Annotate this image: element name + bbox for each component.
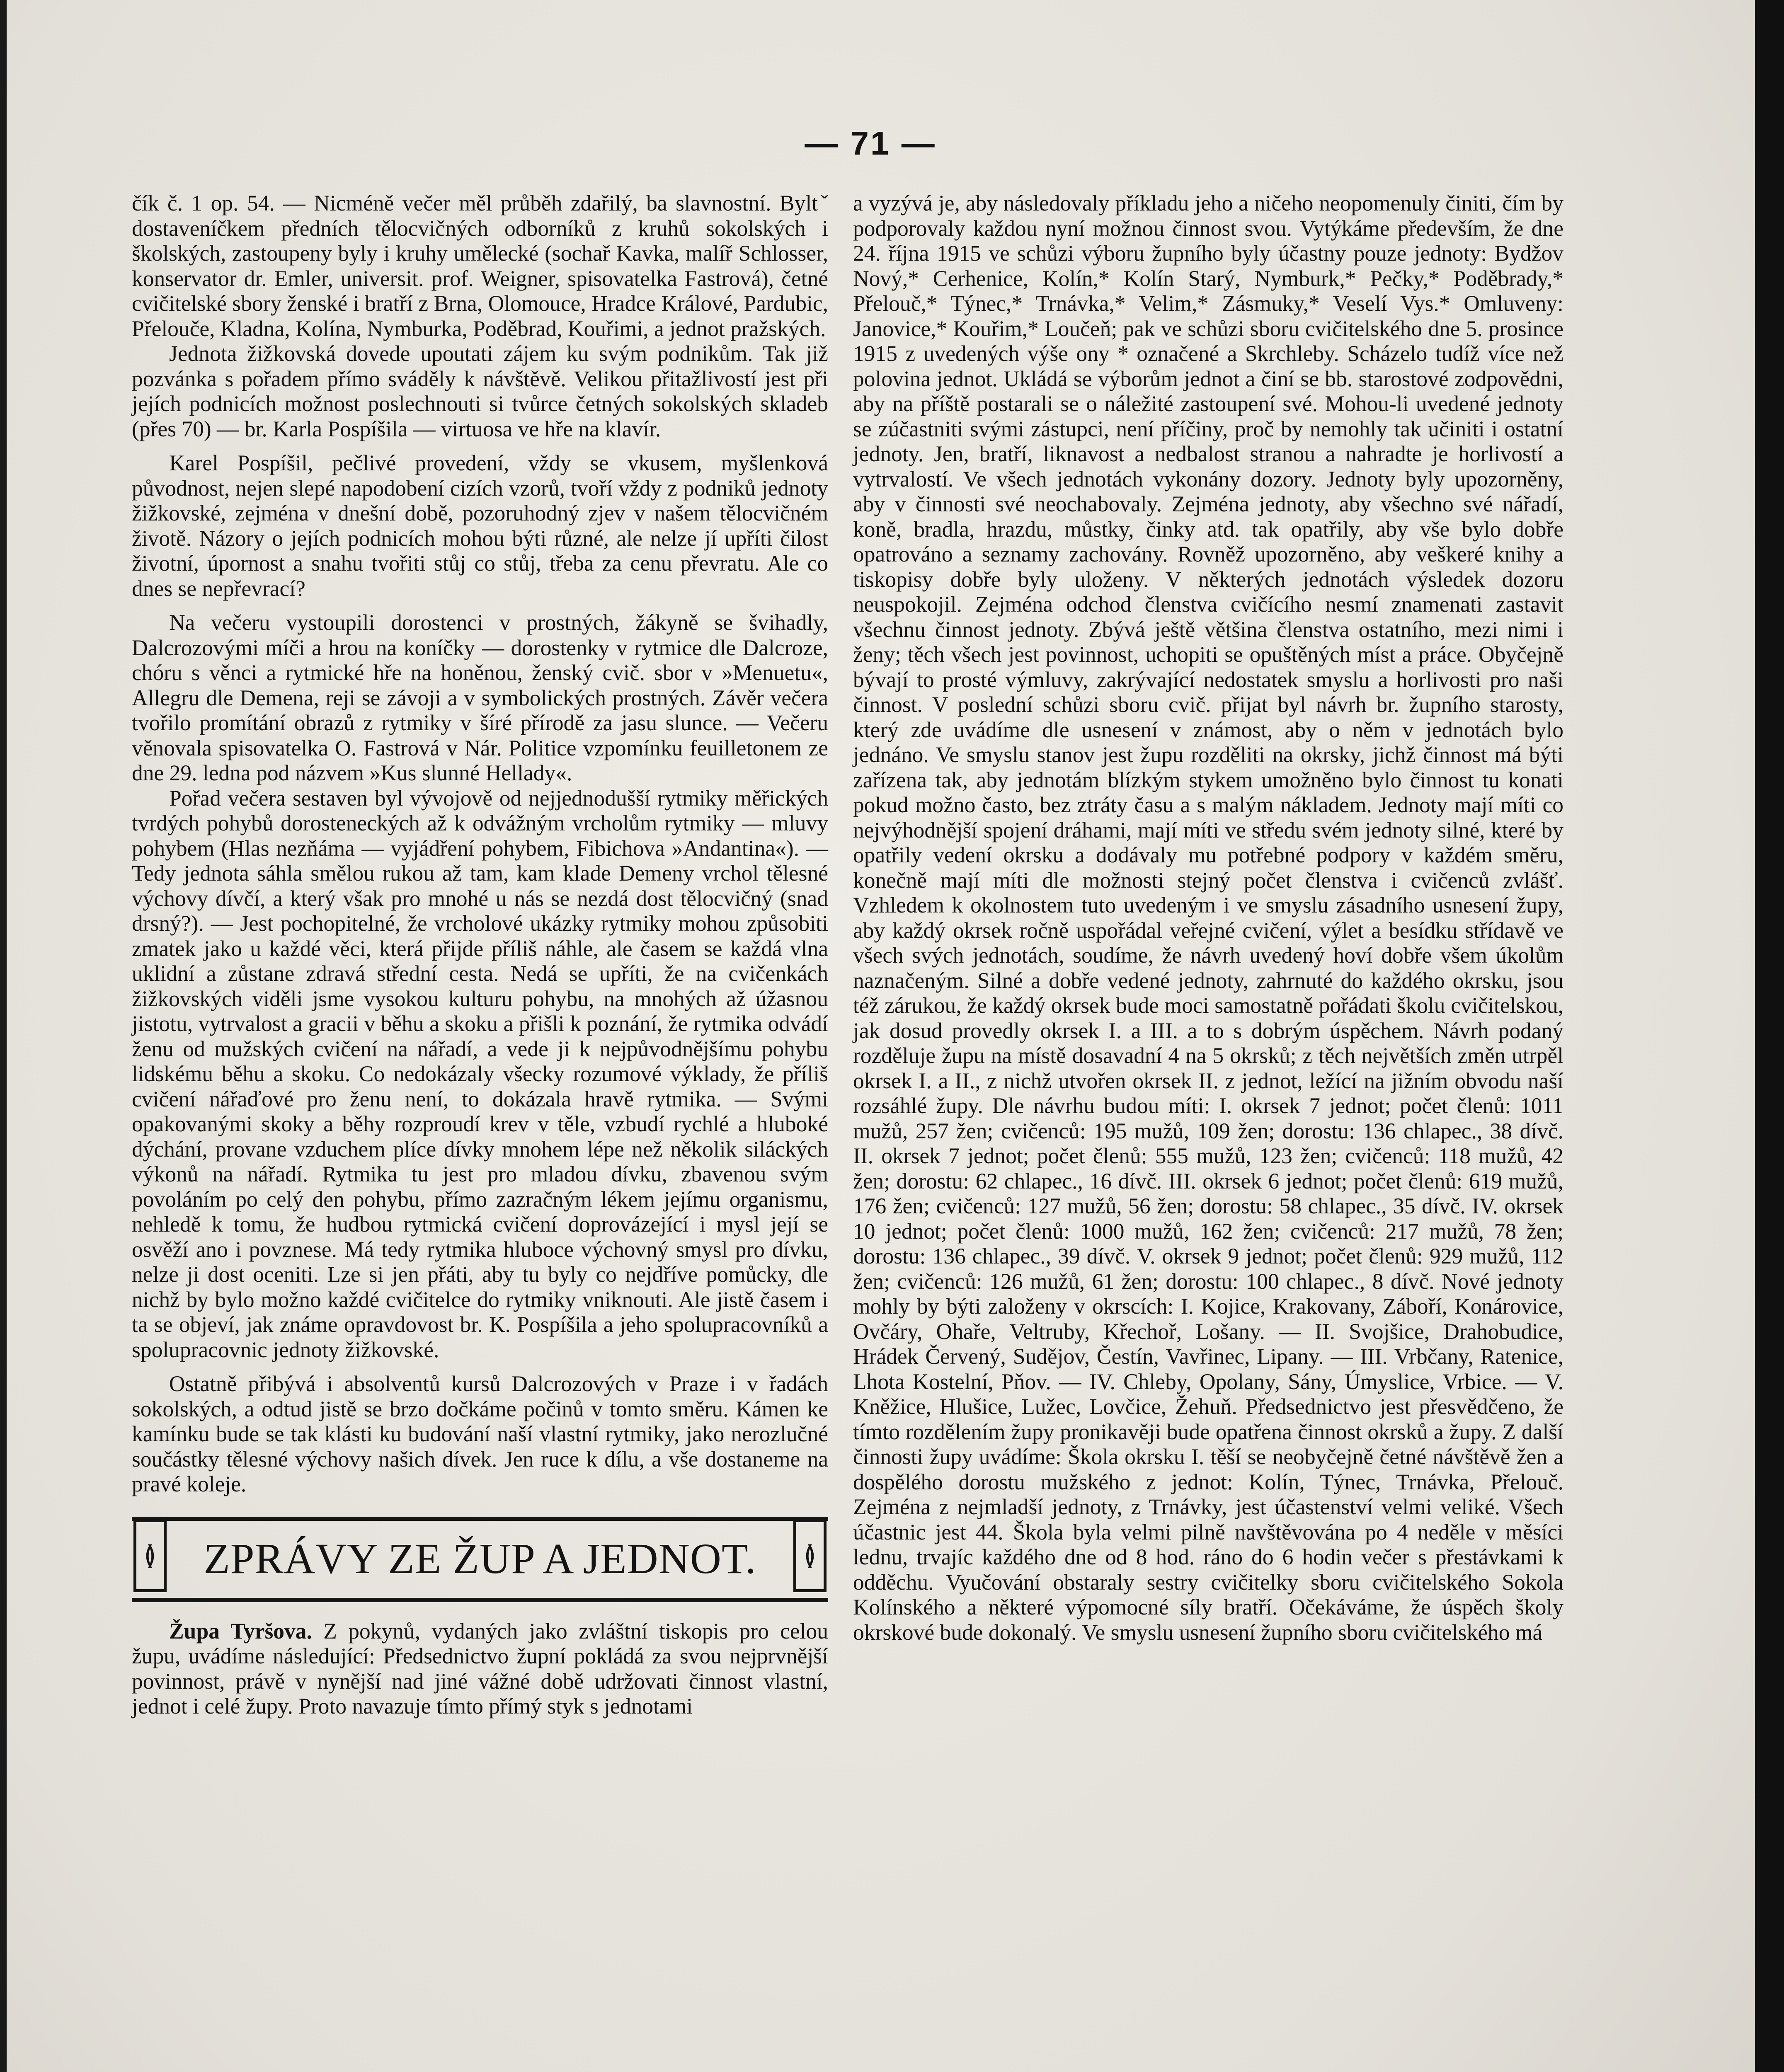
zupa-tyrsova-lead: Župa Tyršova.: [169, 1618, 312, 1644]
left-paragraph-7: [132, 1619, 828, 1719]
ornament-right-icon: ≬: [793, 1519, 827, 1592]
scan-edge-left: [0, 0, 7, 2072]
right-paragraph-1: a vyzývá je, aby následovaly příkladu jeho a ničeho neopomenuly činiti, čím by podporovaly každou nyní možnou činnost svou. Vytýkáme především, že dne 24. října 1915 ve schůzi výboru župního byly účastny pouze jednoty: Bydžov Nový,* Cerhenice, Kolín,* Kolín Starý, Nymburk,* Pečky,* Poděbrady,* Přelouč,* Týnec,* Trnávka,* Velim,* Zásmuky,* Veselí Vys.* Omluveny: Janovice,* Kouřim,* Loučeň; pak ve schůzi sboru cvičitelského dne 5. prosince 1915 z uvedených výše ony * označené a Skrchleby. Scházelo tudíž více než polovina jednot. Ukládá se výborům jednot a činí se bb. starostové zodpovědni, aby na příště postarali se o náležité zastoupení své. Mohou-li uvedené jednoty se zúčastniti svými zástupci, není příčiny, proč by nemohly tak učiniti i ostatní jednoty. Jen, bratří, liknavost a nedbalost stranou a nahradte je horlivostí a vytrvalostí. Ve všech jednotách vykonány dozory. Jednoty byly upozorněny, aby v činnosti své neochabovaly. Zejména jednoty, aby všechno své nářadí, koně, bradla, hrazdu, můstky, činky atd. tak opatřily, aby vše bylo dobře opatrováno a seznamy zachovány. Rovněž upozorněno, aby veškeré knihy a tiskopisy dobře byly uloženy. V některých jednotách výsledek dozoru neuspokojil. Zejména odchod členstva cvičícího nesmí znamenati zastavit všechnu činnost jednoty. Zbývá ještě většina členstva ostatního, mezi nimi i ženy; těch všech jest povinnost, uchopiti se opuštěných míst a práce. Obyčejně bývají to prosté výmluvy, zakrývající nedostatek smyslu a horlivosti pro naši činnost. V poslední schůzi sboru cvič. přijat byl návrh br. župního starosty, který zde uvádíme dle usnesení v známost, aby o něm v jednotách bylo jednáno. Ve smyslu stanov jest župu rozděliti na okrsky, jichž činnost má býti zařízena tak, aby jednotám blízkým stykem umožněno bylo činnost tu konati pokud možno často, bez ztráty času a s malým nákladem. Jednoty mají míti co nejvýhodnější spojení dráhami, mají míti ve středu svém jednoty silné, které by opatřily vedení okrsku a dodávaly mu potřebné podpory v každém směru, konečně mají míti dle možnosti stejný počet členstva i cvičenců zvlášť. Vzhledem k okolnostem tuto uvedeným i ve smyslu zásadního usnesení župy, aby každý okrsek ročně uspořádal veřejné cvičení, výlet a besídku střídavě ve všech svých jednotách, soudíme, že návrh uvedený hoví dobře všem úkolům naznačeným. Silné a dobře vedené jednoty, zahrnuté do každého okrsku, jsou též zárukou, že každý okrsek bude moci samostatně pořádati školu cvičitelskou, jak dosud provedly okrsek I. a III. a to s dobrým úspěchem. Návrh podaný rozděluje župu na místě dosavadní 4 na 5 okrsků; z těch největších změn utrpěl okrsek I. a II., z nichž utvořen okrsek II. z jednot, ležící na jižním obvodu naší rozsáhlé župy. Dle návrhu budou míti: I. okrsek 7 jednot; počet členů: 1011 mužů, 257 žen; cvičenců: 195 mužů, 109 žen; dorostu: 136 chlapec., 38 dívč. II. okrsek 7 jednot; počet členů: 555 mužů, 123 žen; cvičenců: 118 mužů, 42 žen; dorostu: 62 chlapec., 16 dívč. III. okrsek 6 jednot; počet členů: 619 mužů, 176 žen; cvičenců: 127 mužů, 56 žen; dorostu: 58 chlapec., 35 dívč. IV. okrsek 10 jednot; počet členů: 1000 mužů, 162 žen; cvičenců: 217 mužů, 78 žen; dorostu: 136 chlapec., 39 dívč. V. okrsek 9 jednot; počet členů: 929 mužů, 112 žen; cvičenců: 126 mužů, 61 žen; dorostu: 100 chlapec., 8 dívč. Nové jednoty mohly by býti založeny v okrscích: I. Kojice, Krakovany, Záboří, Konárovice, Ovčáry, Ohaře, Veltruby, Křechoř, Lošany. — II. Svojšice, Drahobudice, Hrádek Červený, Sudějov, Čestín, Vavřinec, Lipany. — III. Vrbčany, Ratenice, Lhota Kostelní, Pňov. — IV. Chleby, Opolany, Sány, Úmyslice, Vrbice. — V. Kněžice, Hlušice, Lužec, Lovčice, Žehuň. Předsednictvo jest přesvědčeno, že tímto rozdělením župy pronikavěji bude opatřena činnost okrsků a župy. Z další činnosti župy uvádíme: Škola okrsku I. těší se neobyčejně četné návštěvě žen a dospělého dorostu mužského z jednot: Kolín, Týnec, Trnávka, Přelouč. Zejména z nejmladší jednoty, z Trnávky, jest účastenství velmi veliké. Všech účastnic jest 44. Škola byla velmi pilně navštěvována po 4 neděle v měsíci lednu, trvajíc každého dne od 8 hod. ráno do 6 hodin večer s přestávkami k odděchu. Vyučování obstaraly sestry cvičitelky sboru cvičitelského Sokola Kolínského a některé výpomocné síly bratří. Očekáváme, že úspěch školy okrskové bude dokonalý. Ve smyslu usnesení župního sboru cvičitelského má: [853, 191, 1563, 1645]
zupa-tyrsova-text: Z pokynů, vydaných jako zvláštní tiskopis pro celou župu, uvádíme následující: Předsednictvo župní pokládá za svou nejprvnější povinnost, právě v nynější nad jiné vážné době udržovati činnost vlastní, jednot i celé župy. Proto navazuje tímto přímý styk s jednotami: [132, 1618, 829, 1719]
left-paragraph-3: Karel Pospíšil, pečlivé provedení, vždy se vkusem, myšlenková původnost, nejen slepé napodobení cizích vzorů, tvoří vždy z podniků jednoty žižkovské, zejména v dnešní době, pozoruhodný zjev v našem tělocvičném životě. Názory o jejích podnicích mohou býti různé, ale nelze jí upříti čilost životní, úpornost a snahu tvořiti stůj co stůj, třeba za cenu převratu. Ale co dnes se nepřevrací?: [132, 450, 828, 601]
left-paragraph-1: čík č. 1 op. 54. — Nicméně večer měl průběh zdařilý, ba slavnostní. Byltˇ dostaveníčkem předních tělocvičných odborníků z kruhů sokolských i školských, zastoupeny byly i kruhy umělecké (sochař Kavka, malíř Schlosser, konservator dr. Emler, universit. prof. Weigner, spisovatelka Fastrová), četné cvičitelské sbory ženské i bratří z Brna, Olomouce, Hradce Králové, Pardubic, Přelouče, Kladna, Kolína, Nymburka, Poděbrad, Kouřimi, a jednot pražských.: [132, 191, 828, 341]
ornament-left-icon: ≬: [133, 1519, 167, 1592]
left-paragraph-4: Na večeru vystoupili dorostenci v prostných, žákyně se švihadly, Dalcrozovými míči a hrou na koníčky — dorostenky v rytmice dle Dalcroze, chóru s věnci a rytmické hře na honěnou, ženský cvič. sbor v »Menuetu«, Allegru dle Demena, reji se závoji a v symbolických prostných. Závěr večera tvořilo promítání obrazů z rytmiky v šíré přírodě za jasu slunce. — Večeru věnovala spisovatelka O. Fastrová v Nár. Politice vzpomínku feuilletonem ze dne 29. ledna pod názvem »Kus slunné Hellady«.: [132, 610, 828, 785]
section-heading-banner: [132, 1517, 828, 1602]
left-paragraph-5: Pořad večera sestaven byl vývojově od nejjednodušší rytmiky měřických tvrdých pohybů dorosteneckých až k odvážným vrcholům rytmiky — mluvy pohybem (Hlas nezňáma — vyjádření pohybem, Fibichova »Andantina«). — Tedy jednota sáhla smělou rukou až tam, kam klade Demeny vrchol tělesné výchovy dívčí, a který však pro mnohé u nás se nezdá dost tělocvičný (snad drsný?). — Jest pochopitelné, že vrcholové ukázky rytmiky mohou způsobiti zmatek jako u každé věci, která přijde příliš náhle, ale časem se každá vlna uklidní a zůstane zdravá střední cesta. Nedá se upříti, že na cvičenkách žižkovských viděli jsme vysokou kulturu pohybu, na mnohých až úžasnou jistotu, vytrvalost a gracii v běhu a skoku a přišli k poznání, že rytmika odvádí ženu od mužských cvičení na nářadí, a vede ji k nejpůvodnějšímu pohybu lidskému běhu a skoku. Co nedokázaly všecky rozumové výklady, že příliš cvičení nářaďové pro ženu není, to dokázala hravě rytmika. — Svými opakovanými skoky a běhy rozproudí krev v těle, vzbudí rychlé a hluboké dýchání, provane vzduchem plíce dívky mnohem lépe než několik siláckých výkonů na nářadí. Rytmika tu jest pro mladou dívku, zbavenou svým povoláním po celý den pohybu, přímo zazračným lékem jejímu organismu, nehledě k tomu, že hudbou rytmická cvičení doprovázející i mysl její se osvěží ano i povznese. Má tedy rytmika hluboce výchovný smysl pro dívku, nelze ji dost oceniti. Lze si jen přáti, aby tu byly co nejdříve pomůcky, dle nichž by bylo možno každé cvičitelce do rytmiky vniknouti. Ale jistě časem i ta se objeví, jak známe opravdovost br. K. Pospíšila a jeho spolupracovníků a spolupracovnic jednoty žižkovské.: [132, 785, 828, 1362]
section-heading: ZPRÁVY ZE ŽUP A JEDNOT.: [204, 1535, 756, 1583]
left-paragraph-2: Jednota žižkovská dovede upoutati zájem ku svým podnikům. Tak již pozvánka s pořadem přímo sváděly k návštěvě. Velikou přitažlivostí jest při jejích podnicích možnost poslechnouti si tvůrce četných sokolských skladeb (přes 70) — br. Karla Pospíšila — virtuosa ve hře na klavír.: [132, 341, 828, 441]
page-number: — 71 —: [805, 125, 936, 162]
right-column: [853, 191, 1563, 1645]
left-column: [132, 191, 828, 1719]
scan-edge-right: [1755, 0, 1784, 2072]
left-paragraph-6: Ostatně přibývá i absolventů kursů Dalcrozových v Praze i v řadách sokolských, a odtud jistě se brzo dočkáme počinů v tomto směru. Kámen ke kamínku bude se tak klásti ku budování naší vlastní rytmiky, jako nerozlučné součástky tělesné výchovy našich dívek. Jen ruce k dílu, a vše dostaneme na pravé koleje.: [132, 1371, 828, 1496]
